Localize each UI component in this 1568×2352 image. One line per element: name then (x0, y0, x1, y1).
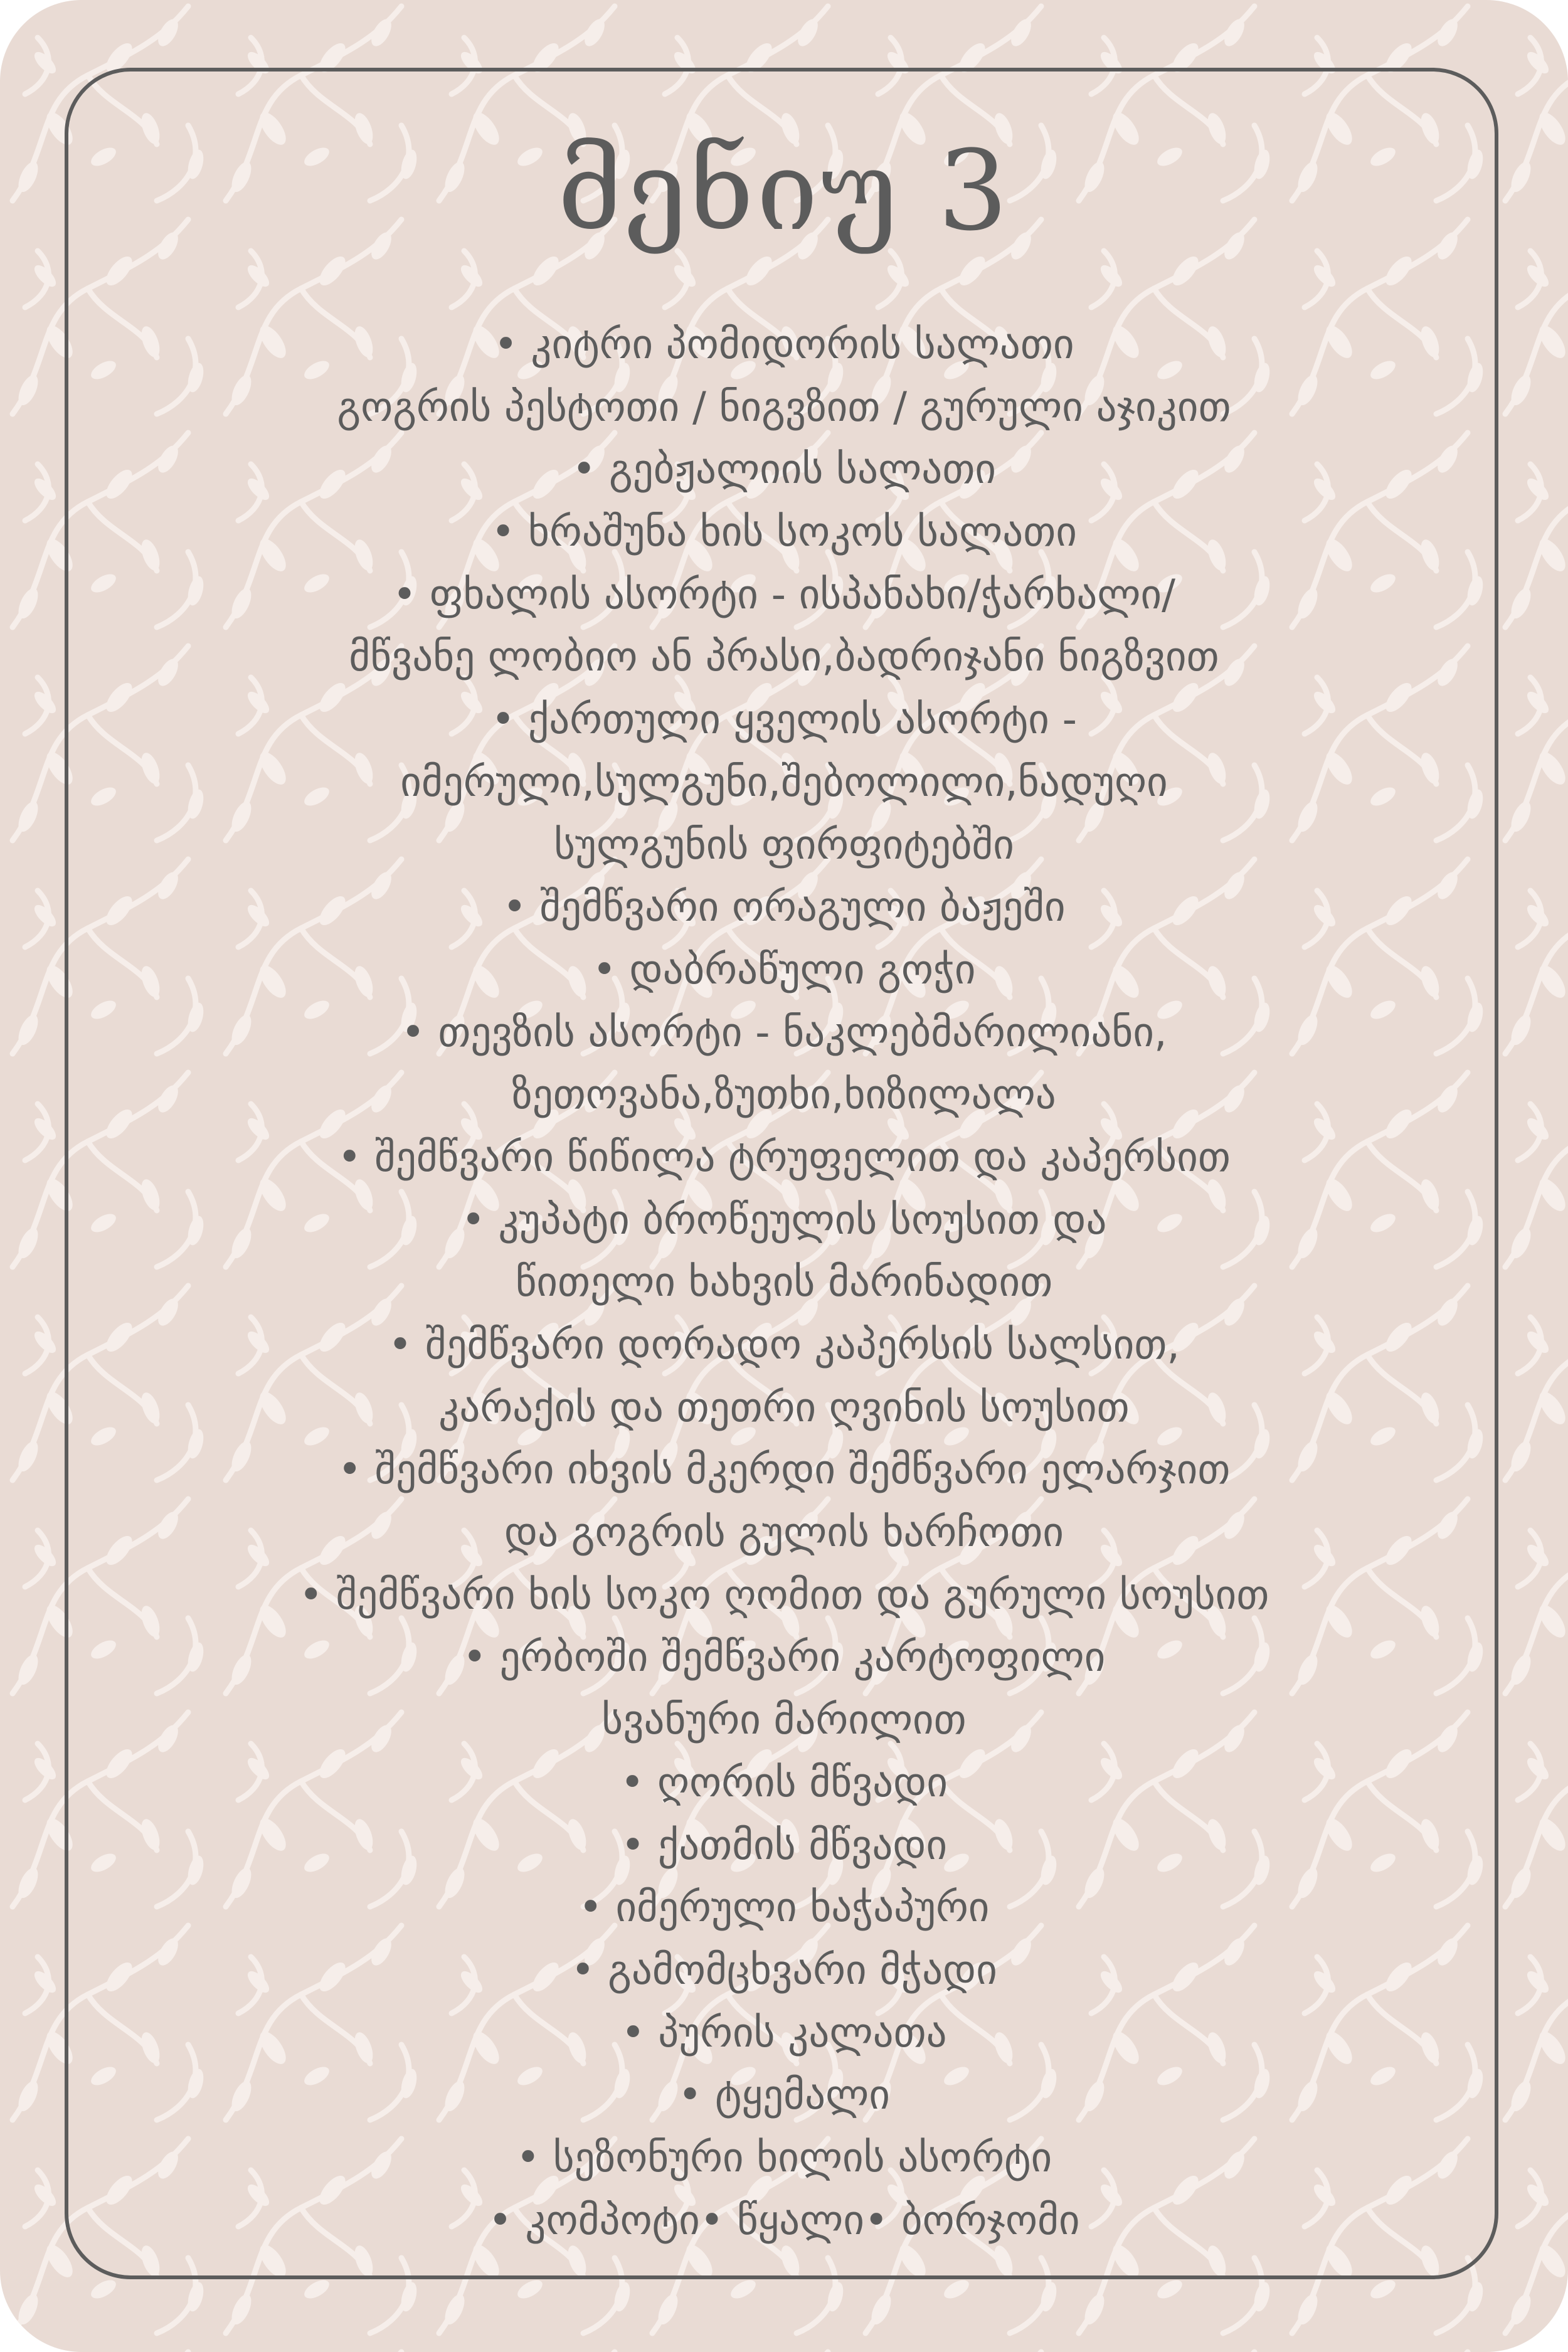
menu-line: • ტყემალი (678, 2072, 890, 2119)
menu-line: წითელი ხახვის მარინადით (515, 1259, 1053, 1306)
menu-line: • შემწვარი ორაგული ბაჟეში (502, 884, 1066, 931)
menu-line: • კიტრი პომიდორის სალათი (494, 321, 1074, 368)
menu-line: • შემწვარი ხის სოკო ღომით და გურული სოუსით (299, 1571, 1269, 1619)
menu-title: მენიუ 3 (557, 127, 1011, 255)
menu-line: • პურის კალათა (621, 2009, 947, 2057)
menu-line: • შემწვარი იხვის მკერდი შემწვარი ელარჯით (337, 1446, 1231, 1494)
menu-line: იმერული,სულგუნი,შებოლილი,ნადუღი (400, 758, 1168, 806)
menu-line: • დაბრაწული გოჭი (592, 946, 976, 993)
menu-line: • გებჟალიის სალათი (571, 446, 997, 494)
menu-line: • სეზონური ხილის ასორტი (516, 2134, 1052, 2181)
menu-line: სულგუნის ფირფიტებში (554, 821, 1014, 869)
menu-line: • კუპატი ბროწეულის სოუსით და (461, 1196, 1107, 1244)
menu-line: • შემწვარი წიწილა ტრუფელით და კაპერსით (337, 1133, 1231, 1181)
menu-line: კარაქის და თეთრი ღვინის სოუსით (438, 1384, 1130, 1431)
menu-line: • ერბოში შემწვარი კარტოფილი (462, 1634, 1106, 1682)
menu-line: • კომპოტი• წყალი• ბორჯომი (488, 2196, 1080, 2244)
menu-line: • თევზის ასორტი - ნაკლებმარილიანი, (401, 1009, 1167, 1056)
menu-line: • იმერული ხაჭაპური (578, 1884, 990, 1932)
menu-line: ზეთოვანა,ზუთხი,ხიზილალა (512, 1071, 1056, 1119)
menu-line: • გამომცხვარი მჭადი (571, 1946, 997, 1994)
menu-line: და გოგრის გულის ხარჩოთი (504, 1509, 1064, 1557)
menu-line: • ფხალის ასორტი - ისპანახი/ჭარხალი/ (392, 571, 1176, 618)
menu-line: გოგრის პესტოთი / ნიგვზით / გურული აჯიკით (337, 383, 1231, 431)
menu-line: • ღორის მწვადი (620, 1759, 948, 1806)
menu-line: • ქათმის მწვადი (620, 1821, 948, 1869)
menu-line: მწვანე ლობიო ან პრასი,ბადრიჯანი ნიგზვით (349, 633, 1219, 681)
menu-line: • ქართული ყველის ასორტი - (490, 696, 1078, 744)
menu-items-list (94, 314, 1474, 2252)
menu-line: სვანური მარილით (601, 1697, 967, 1744)
menu-line: • შემწვარი დორადო კაპერსის სალსით, (388, 1322, 1180, 1369)
menu-line: • ხრაშუნა ხის სოკოს სალათი (491, 509, 1077, 556)
